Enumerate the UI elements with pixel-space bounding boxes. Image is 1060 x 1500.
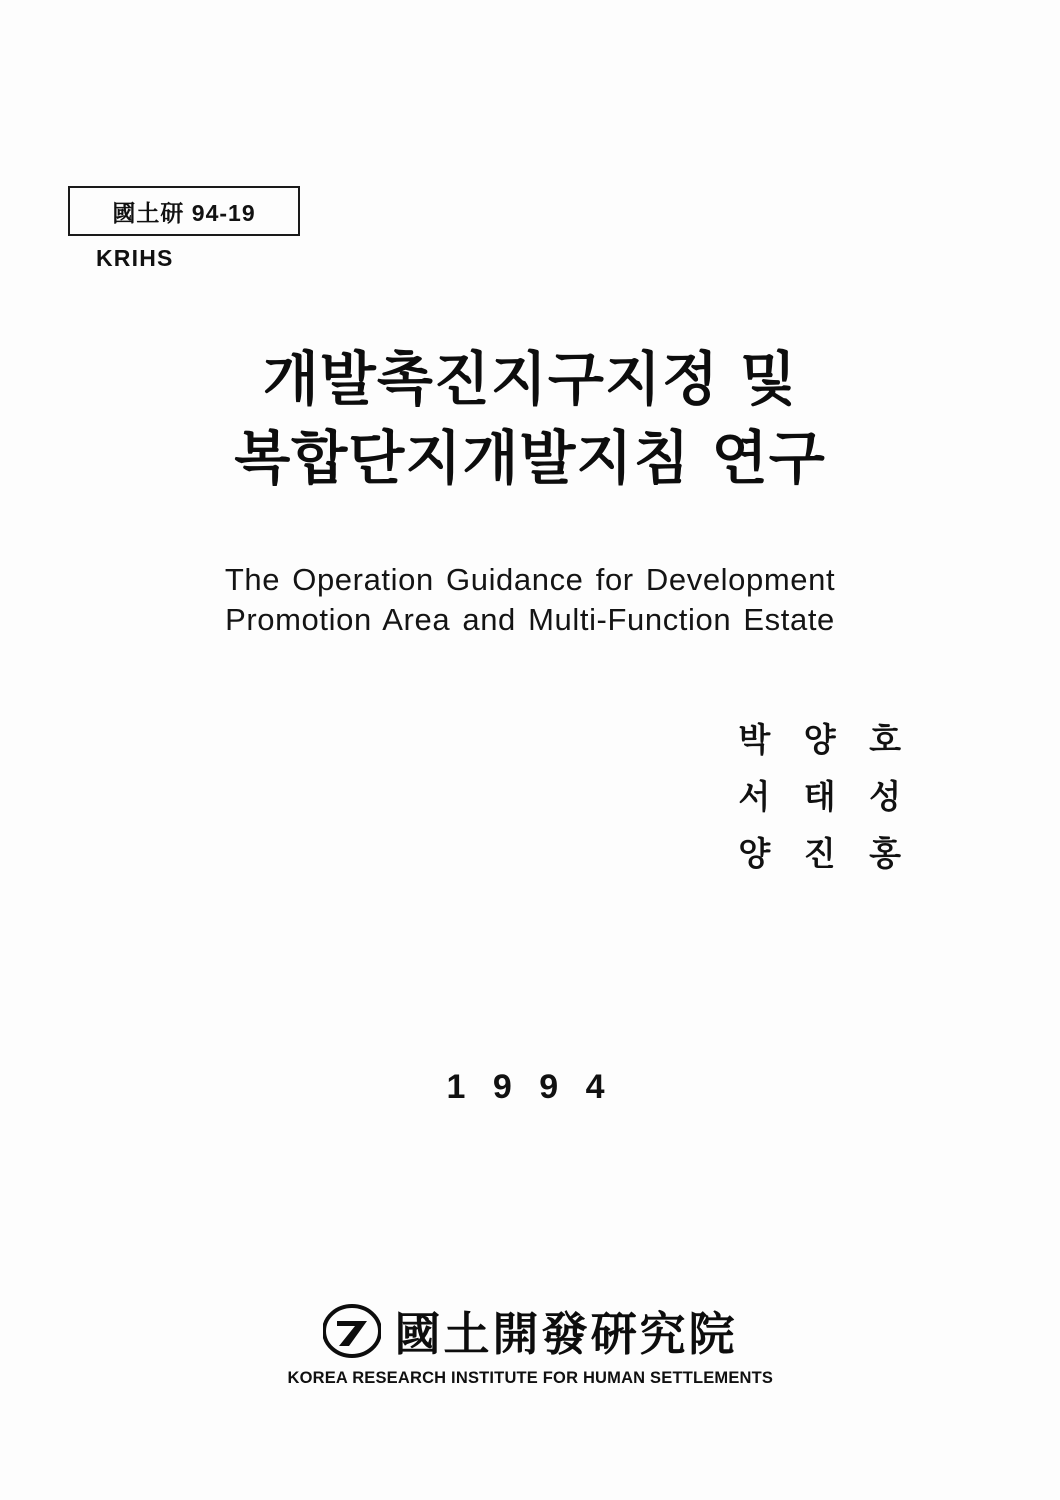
publisher-name-korean: 國土開發硏究院 <box>394 1307 738 1361</box>
report-code-box <box>68 186 300 236</box>
page-title-korean-line2: 복합단지개발지침 연구 <box>234 423 826 492</box>
institute-abbreviation: KRIHS <box>96 245 174 271</box>
report-code-text: 國土研 94-19 <box>112 199 256 226</box>
krihs-logo-icon <box>323 1304 381 1358</box>
publication-year: 1 9 9 4 <box>446 1068 614 1106</box>
publisher-name-english: KOREA RESEARCH INSTITUTE FOR HUMAN SETTLEMENTS <box>287 1368 773 1387</box>
page-subtitle-english <box>0 560 1060 639</box>
author-name: 박 양 호 <box>738 720 912 759</box>
page-title-korean <box>0 340 1060 498</box>
publisher-name-row <box>323 1298 738 1364</box>
author-name: 양 진 홍 <box>738 833 912 873</box>
author-name: 서 태 성 <box>738 776 912 816</box>
page-title-korean-line1: 개발촉진지구지정 및 <box>262 345 798 413</box>
page-subtitle-english-line2: Promotion Area and Multi-Function Estate <box>225 601 835 637</box>
page-subtitle-english-line1: The Operation Guidance for Development <box>224 562 836 597</box>
publisher-block <box>0 1298 1060 1388</box>
author-list <box>738 712 912 882</box>
